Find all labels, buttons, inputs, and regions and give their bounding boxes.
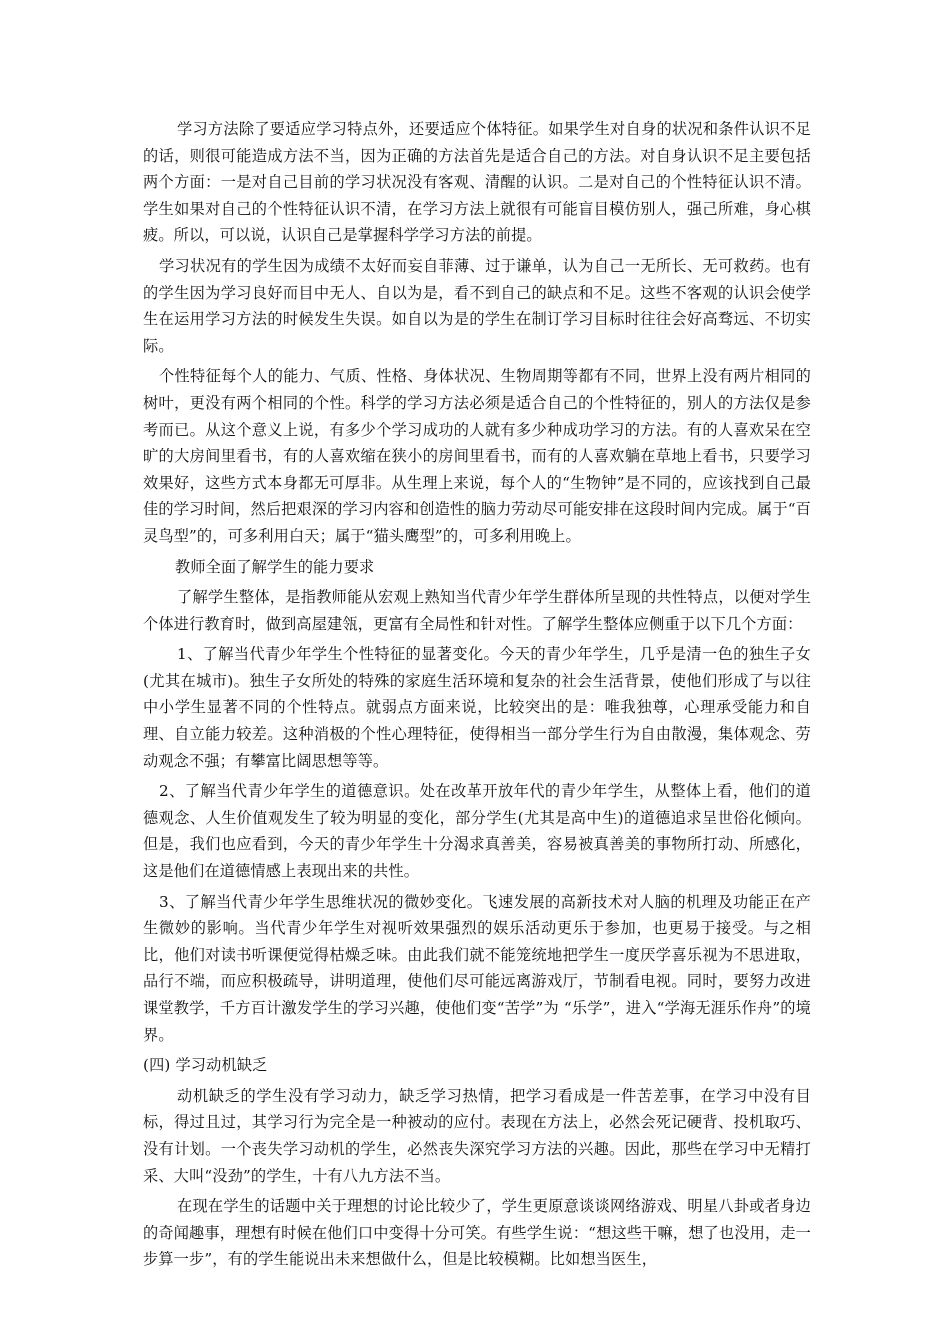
paragraph-learning-status: 学习状况有的学生因为成绩不太好而妄自菲薄、过于谦单，认为自己一无所长、无可救药。也有的学生因为学习良好而目中无人、自以为是，看不到自己的缺点和不足。这些不客观的认识会使学生在运用学习方法的时候发生失误。如自以为是的学生在制订学习目标时往往会好高骛远、不切实际。 — [143, 256, 811, 355]
paragraph-learning-methods: 学习方法除了要适应学习特点外，还要适应个体特征。如果学生对自身的状况和条件认识不足的话，则很可能造成方法不当，因为正确的方法首先是适合自己的方法。对自身认识不足主要包括两个方面：一是对自己目前的学习状况没有客观、清醒的认识。二是对自己的个性特征认识不清。学生如果对自己的个性特征认识不清，在学习方法上就很有可能盲目模仿别人，强己所难，身心棋疲。所以，可以说，认识自己是掌握科学学习方法的前提。 — [143, 120, 811, 245]
paragraph-personality-traits: 个性特征每个人的能力、气质、性格、身体状况、生物周期等都有不同，世界上没有两片相同的树叶，更没有两个相同的个性。科学的学习方法必须是适合自己的个性特征的，别人的方法仅是参考而已。从这个意义上说，有多少个学习成功的人就有多少种成功学习的方法。有的人喜欢呆在空旷的大房间里看书，有的人喜欢缩在狭小的房间里看书，而有的人喜欢躺在草地上看书，只要学习效果好，这些方式本身都无可厚非。从生理上来说，每个人的“生物钟”是不同的，应该找到自己最佳的学习时间，然后把艰深的学习内容和创造性的脑力劳动尽可能安排在这段时间内完成。属于“百灵鸟型”的，可多利用白天；属于“猫头鹰型”的，可多利用晚上。 — [143, 367, 811, 545]
list-item-3: 3、了解当代青少年学生思维状况的微妙变化。飞速发展的高新技术对人脑的机理及功能正在产生微妙的影响。当代青少年学生对视听效果强烈的娱乐活动更乐于参加，也更易于接受。与之相比，他们对读书听课便觉得枯燥乏味。由此我们就不能笼统地把学生一度厌学喜乐视为不思进取，品行不端，而应积极疏导，讲明道理，使他们尽可能远离游戏厅，节制看电视。同时，要努力改进课堂教学，千方百计激发学生的学习兴趣，使他们变“苦学”为 “乐学”，进入“学海无涯乐作舟”的境界。 — [143, 892, 811, 1044]
section-heading-motivation: (四) 学习动机缺乏 — [143, 1056, 268, 1075]
section-heading-teacher: 教师全面了解学生的能力要求 — [175, 557, 375, 576]
paragraph-understand-students: 了解学生整体，是指教师能从宏观上熟知当代青少年学生群体所呈现的共性特点，以便对学生个体进行教育时，做到高屋建瓴，更富有全局性和针对性。了解学生整体应侧重于以下几个方面： — [143, 588, 811, 633]
paragraph-ideals: 在现在学生的话题中关于理想的讨论比较少了，学生更原意谈谈网络游戏、明星八卦或者身边的奇闻趣事，理想有时候在他们口中变得十分可笑。有些学生说：“想这些干嘛，想了也没用，走一步算一步”，有的学生能说出未来想做什么，但是比较模糊。比如想当医生， — [143, 1197, 811, 1269]
paragraph-lack-motivation: 动机缺乏的学生没有学习动力，缺乏学习热情，把学习看成是一件苦差事，在学习中没有目标，得过且过，其学习行为完全是一种被动的应付。表现在方法上，必然会死记硬背、投机取巧、没有计划。一个丧失学习动机的学生，必然丧失深究学习方法的兴趣。因此，那些在学习中无精打采、大叫“没劲”的学生，十有八九方法不当。 — [143, 1086, 811, 1185]
list-item-2: 2、了解当代青少年学生的道德意识。处在改革开放年代的青少年学生，从整体上看，他们的道德观念、人生价值观发生了较为明显的变化，部分学生(尤其是高中生)的道德追求呈世俗化倾向。但是，我们也应看到，今天的青少年学生十分渴求真善美，容易被真善美的事物所打动、所感化，这是他们在道德情感上表现出来的共性。 — [143, 782, 811, 881]
list-item-1: 1、了解当代青少年学生个性特征的显著变化。今天的青少年学生，几乎是清一色的独生子女(尤其在城市)。独生子女所处的特殊的家庭生活环境和复杂的社会生活背景，使他们形成了与以往中小学生显著不同的个性特点。就弱点方面来说，比较突出的是：唯我独尊，心理承受能力和自理、自立能力较差。这种消极的个性心理特征，使得相当一部分学生行为自由散漫，集体观念、劳动观念不强；有攀富比阔思想等等。 — [143, 645, 811, 770]
document-page — [143, 116, 811, 1277]
